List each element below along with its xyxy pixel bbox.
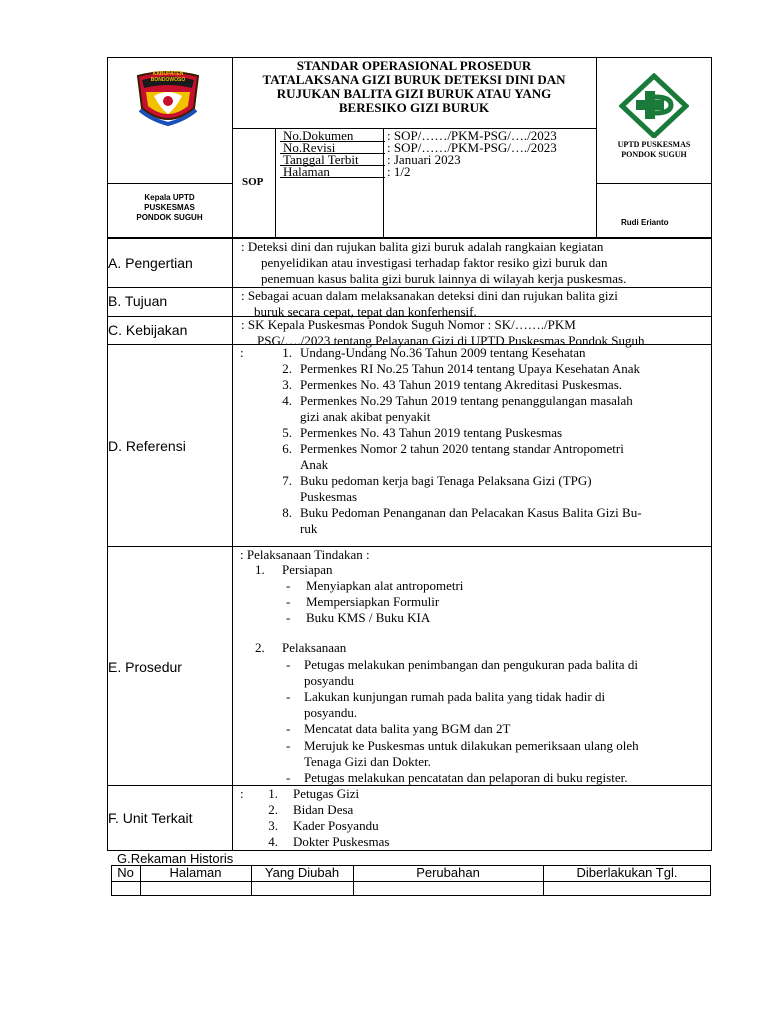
ref-item: Permenkes RI No.25 Tahun 2014 tentang Upaya Kesehatan Anak [300, 361, 641, 376]
header-divider-right-mid [596, 183, 712, 184]
ref-item-line: Buku Pedoman Penanganan dan Pelacakan Kasus Balita Gizi Bu- [300, 505, 642, 520]
left-unit-name [109, 193, 230, 223]
persiapan-number: 1. [255, 562, 265, 577]
meta-divider-2 [383, 128, 384, 238]
right-unit-name [598, 140, 710, 160]
ref-item [300, 505, 706, 537]
pelaksanaan-item: Petugas melakukan pencatatan dan pelaporan di buku register. [304, 770, 628, 785]
sop-label: SOP [242, 176, 264, 188]
pengertian-line: penyelidikan atau investigasi terhadap faktor resiko gizi buruk dan [261, 255, 608, 270]
right-unit-line: UPTD PUSKESMAS [617, 140, 691, 149]
pelaksanaan-number: 2. [255, 640, 265, 655]
ref-number: 6. [282, 441, 292, 456]
pelaksanaan-line: Tenaga Gizi dan Dokter. [304, 754, 431, 769]
ref-number: 8. [282, 505, 292, 520]
pengertian-line: penemuan kasus balita gizi buruk lainnya di wilayah kerja puskesmas. [261, 271, 627, 286]
ref-item: Permenkes No. 43 Tahun 2019 tentang Akreditasi Puskesmas. [300, 377, 623, 392]
meta-value-revisi: : SOP/……/PKM-PSG/…./2023 [387, 140, 557, 155]
pelaksanaan-item: Mencatat data balita yang BGM dan 2T [304, 721, 511, 736]
rekaman-header-line [111, 881, 711, 882]
section-label-unit-terkait: F. Unit Terkait [108, 810, 193, 826]
title-line: STANDAR OPERASIONAL PROSEDUR [296, 58, 532, 73]
ref-number: 7. [282, 473, 292, 488]
section-label-kebijakan: C. Kebijakan [108, 322, 188, 338]
title-line: RUJUKAN BALITA GIZI BURUK ATAU YANG [276, 86, 552, 101]
regency-logo-text: KABUPATEN BONDOWOSO [150, 71, 186, 83]
ref-item-line: Permenkes Nomor 2 tahun 2020 tentang standar Antropometri [300, 441, 624, 456]
rekaman-header-perubahan: Perubahan [416, 865, 480, 880]
header-divider-right [596, 57, 597, 238]
unit-item: Petugas Gizi [293, 786, 360, 801]
ref-number: 2. [282, 361, 292, 376]
meta-divider-1 [275, 128, 276, 238]
unit-terkait-colon: : [240, 786, 244, 801]
ref-number: 4. [282, 393, 292, 408]
pengertian-line: : Deteksi dini dan rujukan balita gizi buruk adalah rangkaian kegiatan [241, 239, 604, 254]
header-divider-left [232, 57, 233, 238]
title-line: TATALAKSANA GIZI BURUK DETEKSI DINI DAN [262, 72, 566, 87]
meta-label-halaman: Halaman [283, 164, 330, 179]
ref-item-line: Anak [300, 457, 329, 472]
ref-item-line: Permenkes No.29 Tahun 2019 tentang penanggulangan masalah [300, 393, 633, 408]
meta-value-dokumen: : SOP/……/PKM-PSG/…./2023 [387, 128, 557, 143]
pelaksanaan-line: Petugas melakukan penimbangan dan pengukuran pada balita di [304, 657, 638, 672]
ref-item: Permenkes No. 43 Tahun 2019 tentang Puskesmas [300, 425, 563, 440]
unit-number: 3. [268, 818, 278, 833]
row-line-d [107, 546, 712, 547]
rekaman-header-halaman: Halaman [169, 865, 222, 880]
rekaman-header-diberlakukan: Diberlakukan Tgl. [576, 865, 678, 880]
right-unit-line: PONDOK SUGUH [621, 150, 687, 159]
bullet-dash: - [286, 721, 291, 736]
unit-item: Bidan Desa [293, 802, 354, 817]
ref-item [300, 393, 706, 425]
ref-item-line: gizi anak akibat penyakit [300, 409, 431, 424]
referensi-colon: : [240, 345, 244, 360]
rekaman-header-no: No [117, 865, 134, 880]
meta-label-dokumen: No.Dokumen [283, 128, 354, 143]
ref-number: 5. [282, 425, 292, 440]
pelaksanaan-line: posyandu. [304, 705, 358, 720]
pelaksanaan-item [304, 689, 705, 721]
persiapan-item: Mempersiapkan Formulir [306, 594, 440, 609]
bullet-dash: - [286, 594, 291, 609]
unit-number: 4. [268, 834, 278, 849]
section-label-pengertian: A. Pengertian [108, 255, 193, 271]
kebijakan-line: PSG/…./2023 tentang Pelayanan Gizi di UPTD Puskesmas Pondok Suguh [257, 333, 645, 348]
left-unit-line: PUSKESMAS [144, 203, 195, 212]
section-label-prosedur: E. Prosedur [108, 659, 182, 675]
content-label-divider [232, 238, 233, 851]
ref-item-line: Buku pedoman kerja bagi Tenaga Pelaksana Gizi (TPG) [300, 473, 592, 488]
section-label-referensi: D. Referensi [108, 438, 186, 454]
meta-value-halaman: : 1/2 [387, 164, 411, 179]
meta-label-tanggal: Tanggal Terbit [283, 152, 359, 167]
meta-value-tanggal: : Januari 2023 [387, 152, 461, 167]
persiapan-item: Menyiapkan alat antropometri [306, 578, 464, 593]
pelaksanaan-line: Merujuk ke Puskesmas untuk dilakukan pemeriksaan ulang oleh [304, 738, 639, 753]
bullet-dash: - [286, 689, 291, 704]
pelaksanaan-item [304, 738, 705, 770]
prosedur-intro: : Pelaksanaan Tindakan : [240, 547, 370, 562]
puskesmas-logo [619, 73, 689, 138]
tujuan-line: : Sebagai acuan dalam melaksanakan deteksi dini dan rujukan balita gizi [241, 288, 618, 303]
pelaksanaan-line: posyandu [304, 673, 354, 688]
unit-number: 2. [268, 802, 278, 817]
bullet-dash: - [286, 610, 291, 625]
bullet-dash: - [286, 738, 291, 753]
unit-number: 1. [268, 786, 278, 801]
bullet-dash: - [286, 657, 291, 672]
kebijakan-line: : SK Kepala Puskesmas Pondok Suguh Nomor : SK/……./PKM [241, 317, 576, 332]
bullet-dash: - [286, 770, 291, 785]
rekaman-label: G.Rekaman Historis [117, 851, 234, 866]
unit-item: Kader Posyandu [293, 818, 379, 833]
tujuan-text [241, 288, 705, 320]
ref-item: Undang-Undang No.36 Tahun 2009 tentang Kesehatan [300, 345, 586, 360]
rekaman-header-yang-diubah: Yang Diubah [264, 865, 340, 880]
ref-item-line: ruk [300, 521, 318, 536]
left-unit-line: PONDOK SUGUH [136, 213, 203, 222]
left-unit-line: Kepala UPTD [144, 193, 195, 202]
bullet-dash: - [286, 578, 291, 593]
tujuan-line: buruk secara cepat, tepat dan konferhensif. [254, 304, 477, 319]
title-line: BERESIKO GIZI BURUK [338, 100, 490, 115]
pelaksanaan-heading: Pelaksanaan [282, 640, 347, 655]
ref-number: 3. [282, 377, 292, 392]
meta-row-line [280, 177, 385, 178]
ref-item [300, 473, 706, 505]
section-label-tujuan: B. Tujuan [108, 293, 168, 309]
ref-item [300, 441, 706, 473]
page-title [234, 59, 594, 115]
unit-item: Dokter Puskesmas [293, 834, 390, 849]
ref-item-line: Puskesmas [300, 489, 358, 504]
persiapan-heading: Persiapan [282, 562, 333, 577]
persiapan-item: Buku KMS / Buku KIA [306, 610, 431, 625]
header-divider-left-mid [107, 183, 232, 184]
pelaksanaan-item [304, 657, 705, 689]
meta-label-revisi: No.Revisi [283, 140, 336, 155]
signer-name: Rudi Erianto [621, 218, 669, 227]
ref-number: 1. [282, 345, 292, 360]
pengertian-text [241, 239, 705, 287]
pelaksanaan-line: Lakukan kunjungan rumah pada balita yang tidak hadir di [304, 689, 606, 704]
